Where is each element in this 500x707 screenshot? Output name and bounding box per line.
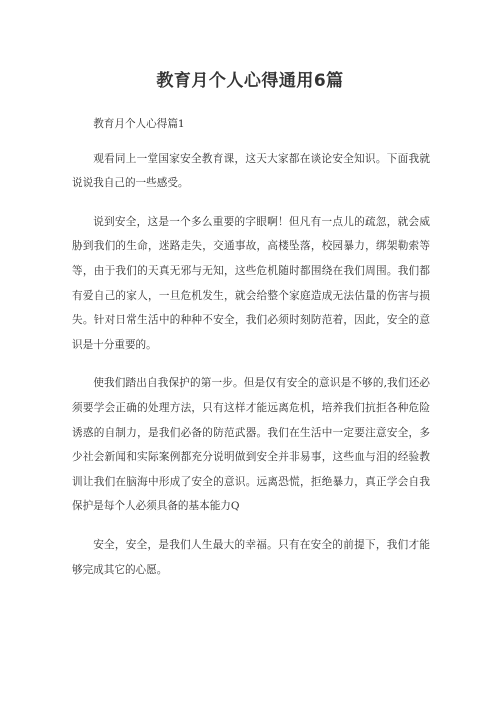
document-body (72, 112, 430, 596)
section-heading: 教育月个人心得篇1 (93, 118, 185, 130)
paragraph-1: 观看同上一堂国家安全教育课，这天大家都在谈论安全知识。下面我就说说我自己的一些感受。 (72, 152, 430, 190)
paragraph-2: 说到安全，这是一个多么重要的字眼啊！但凡有一点儿的疏忽，就会威胁到我们的生命，迷路走失，交通事故，高楼坠落，校园暴力，绑架勒索等等，由于我们的天真无邪与无知，这些危机随时都围绕在我们周围。我们都有爱自己的家人，一旦危机发生，就会给整个家庭造成无法估量的伤害与损失。针对日常生活中的种种不安全，我们必须时刻防范着，因此，安全的意识是十分重要的。 (72, 215, 430, 351)
document-title: 教育月个人心得通用6篇 (156, 71, 344, 91)
paragraph-3: 使我们踏出自我保护的第一步。但是仅有安全的意识是不够的,我们还必须要学会正确的处理方法，只有这样才能远离危机，培养我们抗拒各种危险诱惑的自制力，是我们必备的防范武器。我们在生活中一定要注意安全，多少社会新闻和实际案例都充分说明做到安全并非易事，这些血与泪的经验教训让我们在脑海中形成了安全的意识。远离恐慌，拒绝暴力，真正学会自我保护是每个人必须具备的基本能力Q (72, 377, 430, 513)
paragraph-4: 安全，安全，是我们人生最大的幸福。只有在安全的前提下，我们才能够完成其它的心愿。 (72, 538, 430, 576)
